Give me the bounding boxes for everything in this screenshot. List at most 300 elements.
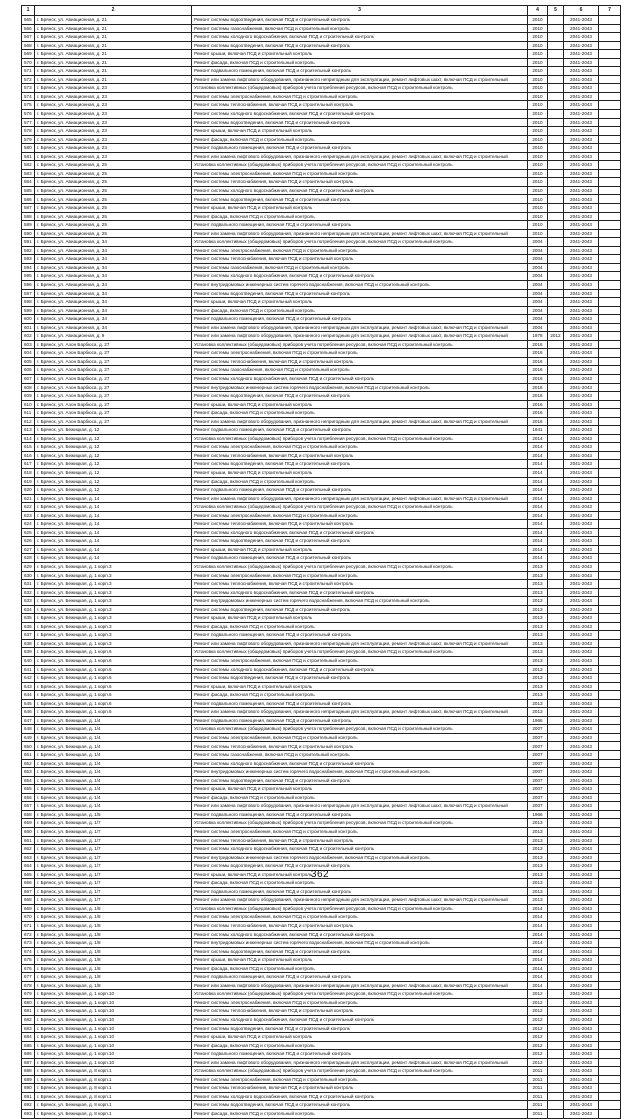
cell-year-built: 2004: [528, 298, 548, 307]
table-row: [22, 306, 621, 315]
table-row: [22, 639, 621, 648]
table-row: [22, 947, 621, 956]
cell-year-repair: [548, 939, 564, 948]
cell-year-repair: [548, 990, 564, 999]
cell-planned-period: 2041-2043: [564, 802, 599, 811]
cell-address: г. Брянск, ул. Бежицкая, д. 1/8: [35, 947, 192, 956]
cell-planned-period: 2041-2043: [564, 75, 599, 84]
cell-work-type: Ремонт системы электроснабжения, включая ПСД и строительный контроль: [192, 349, 528, 358]
cell-year-repair: [548, 827, 564, 836]
cell-planned-period: 2041-2043: [564, 862, 599, 871]
cell-planned-period: 2041-2043: [564, 665, 599, 674]
cell-address: г. Брянск, ул. Бежицкая, д. 12: [35, 426, 192, 435]
cell-planned-period: 2041-2043: [564, 563, 599, 572]
cell-address: г. Брянск, ул. Бежицкая, д. 1/4: [35, 742, 192, 751]
cell-work-type: Ремонт крыши, включая ПСД и строительный контроль: [192, 127, 528, 136]
cell-year-repair: [548, 588, 564, 597]
cell-address: г. Брянск, ул. Авиационная, д. 23: [35, 152, 192, 161]
cell-work-type: Ремонт внутридомовых инженерных систем горячего водоснабжения, включая ПСД и строительный контроль: [192, 383, 528, 392]
cell-year-built: 2004: [528, 238, 548, 247]
cell-planned-period: 2041-2043: [564, 1067, 599, 1076]
cell-row-number: 690: [22, 1084, 35, 1093]
cell-work-type: Ремонт системы водоотведения, включая ПСД и строительный контроль: [192, 118, 528, 127]
cell-planned-period: 2041-2043: [564, 973, 599, 982]
cell-row-number: 635: [22, 614, 35, 623]
table-row: [22, 810, 621, 819]
cell-address: г. Брянск, ул. Авиационная, д. 23: [35, 92, 192, 101]
cell-work-type: Ремонт системы электроснабжения, включая ПСД и строительный контроль: [192, 913, 528, 922]
cell-work-type: Ремонт системы водоотведения, включая ПСД и строительный контроль: [192, 862, 528, 871]
cell-year-repair: [548, 186, 564, 195]
cell-work-type: Ремонт системы газоснабжения, включая ПСД и строительный контроль: [192, 751, 528, 760]
cell-address: г. Брянск, ул. Бежицкая, д. 1/4: [35, 751, 192, 760]
cell-year-repair: [548, 229, 564, 238]
cell-planned-period: 2041-2043: [564, 1033, 599, 1042]
cell-note: [599, 135, 621, 144]
table-row: [22, 1033, 621, 1042]
cell-year-built: 2007: [528, 751, 548, 760]
cell-address: г. Брянск, ул. Бежицкая, д. 14: [35, 537, 192, 546]
cell-work-type: Ремонт системы холодного водоснабжения, включая ПСД и строительный контроль: [192, 110, 528, 119]
cell-address: г. Брянск, ул. Бежицкая, д. 1/4: [35, 716, 192, 725]
cell-row-number: 565: [22, 16, 35, 25]
cell-address: г. Брянск, ул. Авиационная, д. 23: [35, 101, 192, 110]
cell-year-built: 2014: [528, 921, 548, 930]
cell-row-number: 603: [22, 340, 35, 349]
cell-row-number: 646: [22, 708, 35, 717]
cell-year-built: 2010: [528, 58, 548, 67]
cell-year-repair: [548, 622, 564, 631]
cell-year-built: 2007: [528, 768, 548, 777]
cell-row-number: 615: [22, 443, 35, 452]
cell-year-repair: [548, 665, 564, 674]
cell-row-number: 614: [22, 434, 35, 443]
cell-work-type: Ремонт внутридомовых инженерных систем горячего водоснабжения, включая ПСД и строительный контроль: [192, 597, 528, 606]
cell-work-type: Ремонт или замена лифтового оборудования, признанного непригодным для эксплуатации, ремонт лифтовых шахт, включая ПСД и строительный: [192, 332, 528, 341]
cell-row-number: 600: [22, 315, 35, 324]
table-row: [22, 1075, 621, 1084]
table-row: [22, 503, 621, 512]
cell-year-built: 2013: [528, 571, 548, 580]
table-row: [22, 648, 621, 657]
cell-year-repair: [548, 716, 564, 725]
cell-year-built: 2013: [528, 836, 548, 845]
cell-year-built: 2014: [528, 939, 548, 948]
cell-year-repair: [548, 340, 564, 349]
cell-work-type: Ремонт системы теплоснабжения, включая ПСД и строительный контроль: [192, 580, 528, 589]
cell-year-repair: [548, 366, 564, 375]
table-row: [22, 323, 621, 332]
table-row: [22, 169, 621, 178]
cell-note: [599, 92, 621, 101]
cell-address: г. Брянск, ул. Авиационная, д. 23: [35, 127, 192, 136]
cell-note: [599, 306, 621, 315]
cell-work-type: Ремонт крыши, включая ПСД и строительный контроль: [192, 870, 528, 879]
cell-address: г. Брянск, ул. Аэон Барбюса, д. 27: [35, 349, 192, 358]
cell-year-repair: [548, 537, 564, 546]
cell-planned-period: 2041-2043: [564, 263, 599, 272]
cell-work-type: Ремонт или замена лифтового оборудования, признанного непригодным для эксплуатации, ремонт лифтовых шахт, включая ПСД и строительный: [192, 323, 528, 332]
cell-note: [599, 161, 621, 170]
table-row: [22, 204, 621, 213]
table-row: [22, 1007, 621, 1016]
cell-row-number: 596: [22, 280, 35, 289]
cell-address: г. Брянск, ул. Авиационная, д. 34: [35, 255, 192, 264]
cell-work-type: Ремонт фасада, включая ПСД и строительный контроль: [192, 212, 528, 221]
cell-address: г. Брянск, ул. Бежицкая, д. 1/7: [35, 896, 192, 905]
cell-note: [599, 33, 621, 42]
cell-planned-period: 2041-2043: [564, 691, 599, 700]
cell-year-built: 2012: [528, 1024, 548, 1033]
cell-work-type: Ремонт системы водоотведения, включая ПСД и строительный контроль: [192, 674, 528, 683]
cell-year-repair: [548, 921, 564, 930]
cell-year-repair: [548, 998, 564, 1007]
cell-row-number: 653: [22, 768, 35, 777]
cell-address: г. Брянск, ул. Авиационная, д. 25: [35, 169, 192, 178]
table-row: [22, 708, 621, 717]
cell-address: г. Брянск, ул. Авиационная, д. 34: [35, 272, 192, 281]
cell-work-type: Ремонт системы водоотведения, включая ПСД и строительный контроль: [192, 776, 528, 785]
cell-year-built: 1978: [528, 332, 548, 341]
cell-row-number: 619: [22, 477, 35, 486]
cell-year-built: 2013: [528, 887, 548, 896]
cell-address: г. Брянск, ул. Бежицкая, д. 1/8: [35, 939, 192, 948]
cell-row-number: 666: [22, 879, 35, 888]
cell-planned-period: 2041-2043: [564, 520, 599, 529]
cell-row-number: 608: [22, 383, 35, 392]
cell-work-type: Ремонт системы теплоснабжения, включая ПСД и строительный контроль: [192, 178, 528, 187]
cell-work-type: Установка коллективных (общедомовых) приборов учета потребления ресурсов, включая ПСД и строительный контроль: [192, 340, 528, 349]
cell-row-number: 574: [22, 92, 35, 101]
cell-note: [599, 246, 621, 255]
cell-planned-period: 2041-2043: [564, 1058, 599, 1067]
cell-note: [599, 528, 621, 537]
cell-note: [599, 921, 621, 930]
cell-year-built: 2014: [528, 964, 548, 973]
cell-address: г. Брянск, ул. Авиационная, д. 25: [35, 195, 192, 204]
cell-address: г. Брянск, ул. Бежицкая, д. 1 корп.10: [35, 1041, 192, 1050]
cell-planned-period: 2041-2043: [564, 349, 599, 358]
cell-row-number: 620: [22, 486, 35, 495]
cell-planned-period: 2041-2043: [564, 682, 599, 691]
cell-row-number: 592: [22, 246, 35, 255]
table-row: [22, 400, 621, 409]
cell-address: г. Брянск, ул. Авиационная, д. 23: [35, 118, 192, 127]
cell-work-type: Ремонт фасада, включая ПСД и строительный контроль: [192, 964, 528, 973]
cell-planned-period: 2041-2043: [564, 751, 599, 760]
cell-row-number: 582: [22, 161, 35, 170]
cell-address: г. Брянск, ул. Аэон Барбюса, д. 27: [35, 417, 192, 426]
cell-year-repair: [548, 887, 564, 896]
cell-note: [599, 169, 621, 178]
cell-note: [599, 186, 621, 195]
table-row: [22, 887, 621, 896]
cell-planned-period: 2041-2043: [564, 998, 599, 1007]
cell-address: г. Брянск, ул. Авиационная, д. 23: [35, 135, 192, 144]
cell-row-number: 584: [22, 178, 35, 187]
cell-row-number: 667: [22, 887, 35, 896]
cell-year-built: 2014: [528, 460, 548, 469]
cell-planned-period: 2041-2043: [564, 1041, 599, 1050]
table-row: [22, 24, 621, 33]
cell-row-number: 675: [22, 956, 35, 965]
cell-year-built: 2012: [528, 998, 548, 1007]
table-row: [22, 682, 621, 691]
cell-address: г. Брянск, ул. Бежицкая, д. 1 корп.3: [35, 563, 192, 572]
cell-address: г. Брянск, ул. Авиационная, д. 23: [35, 144, 192, 153]
cell-note: [599, 699, 621, 708]
table-row: [22, 460, 621, 469]
cell-row-number: 655: [22, 785, 35, 794]
cell-year-built: 1966: [528, 716, 548, 725]
table-row: [22, 246, 621, 255]
cell-address: г. Брянск, ул. Бежицкая, д. 1 корп.10: [35, 998, 192, 1007]
cell-planned-period: 2041-2043: [564, 272, 599, 281]
cell-work-type: Ремонт подвального помещения, включая ПСД и строительный контроль: [192, 716, 528, 725]
table-row: [22, 563, 621, 572]
cell-planned-period: 2041-2043: [564, 392, 599, 401]
cell-row-number: 668: [22, 896, 35, 905]
cell-note: [599, 332, 621, 341]
cell-work-type: Ремонт фасада, включая ПСД и строительный контроль: [192, 1110, 528, 1119]
cell-note: [599, 451, 621, 460]
cell-year-built: 2012: [528, 990, 548, 999]
table-row: [22, 785, 621, 794]
table-row: [22, 511, 621, 520]
cell-work-type: Установка коллективных (общедомовых) приборов учета потребления ресурсов, включая ПСД и строительный контроль: [192, 238, 528, 247]
cell-year-built: 2014: [528, 503, 548, 512]
cell-row-number: 623: [22, 511, 35, 520]
cell-year-repair: [548, 571, 564, 580]
cell-address: г. Брянск, ул. Бежицкая, д. 1/8: [35, 973, 192, 982]
cell-planned-period: 2041-2043: [564, 434, 599, 443]
cell-row-number: 581: [22, 152, 35, 161]
cell-planned-period: 2041-2043: [564, 280, 599, 289]
cell-year-built: 2016: [528, 374, 548, 383]
cell-row-number: 604: [22, 349, 35, 358]
cell-row-number: 672: [22, 930, 35, 939]
cell-row-number: 626: [22, 537, 35, 546]
cell-row-number: 609: [22, 392, 35, 401]
cell-work-type: Ремонт подвального помещения, включая ПСД и строительный контроль: [192, 887, 528, 896]
cell-year-repair: [548, 1033, 564, 1042]
cell-year-repair: [548, 289, 564, 298]
cell-address: г. Брянск, ул. Бежицкая, д. 12: [35, 443, 192, 452]
cell-row-number: 629: [22, 563, 35, 572]
cell-year-repair: [548, 682, 564, 691]
table-row: [22, 494, 621, 503]
cell-note: [599, 648, 621, 657]
cell-note: [599, 50, 621, 59]
cell-year-built: 2010: [528, 67, 548, 76]
cell-work-type: Ремонт или замена лифтового оборудования, признанного непригодным для эксплуатации, ремонт лифтовых шахт, включая ПСД и строительный: [192, 1058, 528, 1067]
cell-note: [599, 973, 621, 982]
cell-year-repair: [548, 930, 564, 939]
cell-note: [599, 16, 621, 25]
cell-planned-period: 2041-2043: [564, 896, 599, 905]
cell-year-built: 2013: [528, 674, 548, 683]
cell-work-type: Ремонт системы электроснабжения, включая ПСД и строительный контроль: [192, 657, 528, 666]
table-row: [22, 802, 621, 811]
cell-planned-period: 2041-2043: [564, 511, 599, 520]
cell-planned-period: 2041-2043: [564, 939, 599, 948]
cell-year-built: 2012: [528, 1007, 548, 1016]
table-row: [22, 374, 621, 383]
cell-work-type: Ремонт фасада, включая ПСД и строительный контроль: [192, 306, 528, 315]
cell-year-repair: [548, 255, 564, 264]
cell-address: г. Брянск, ул. Бежицкая, д. 1/4: [35, 725, 192, 734]
cell-address: г. Брянск, ул. Бежицкая, д. 1 корп.3: [35, 597, 192, 606]
cell-year-built: 2010: [528, 186, 548, 195]
cell-planned-period: 2041-2043: [564, 708, 599, 717]
cell-year-repair: [548, 84, 564, 93]
cell-year-built: 2007: [528, 725, 548, 734]
cell-address: г. Брянск, ул. Бежицкая, д. 1 корп.6: [35, 682, 192, 691]
cell-note: [599, 896, 621, 905]
cell-note: [599, 486, 621, 495]
cell-year-built: 2016: [528, 392, 548, 401]
cell-note: [599, 785, 621, 794]
cell-planned-period: 2041-2043: [564, 400, 599, 409]
cell-work-type: Ремонт системы водоотведения, включая ПСД и строительный контроль: [192, 195, 528, 204]
table-row: [22, 349, 621, 358]
cell-work-type: Ремонт фасада, включая ПСД и строительный контроль: [192, 622, 528, 631]
cell-row-number: 583: [22, 169, 35, 178]
cell-year-repair: [548, 50, 564, 59]
cell-year-repair: [548, 768, 564, 777]
table-row: [22, 1041, 621, 1050]
table-row: [22, 537, 621, 546]
cell-row-number: 692: [22, 1101, 35, 1110]
cell-year-built: 2013: [528, 622, 548, 631]
cell-year-built: 2010: [528, 41, 548, 50]
cell-note: [599, 477, 621, 486]
cell-row-number: 679: [22, 990, 35, 999]
table-row: [22, 520, 621, 529]
cell-note: [599, 981, 621, 990]
cell-row-number: 625: [22, 528, 35, 537]
table-row: [22, 272, 621, 281]
cell-row-number: 571: [22, 67, 35, 76]
table-row: [22, 759, 621, 768]
cell-year-repair: [548, 400, 564, 409]
cell-year-built: 2013: [528, 648, 548, 657]
cell-row-number: 577: [22, 118, 35, 127]
cell-note: [599, 571, 621, 580]
cell-year-repair: [548, 545, 564, 554]
cell-year-repair: [548, 725, 564, 734]
cell-note: [599, 622, 621, 631]
cell-planned-period: 2041-2043: [564, 631, 599, 640]
header-col-7: 7: [599, 6, 621, 16]
cell-year-built: 2012: [528, 1041, 548, 1050]
cell-address: г. Брянск, ул. Бежицкая, д. 8 корп.1: [35, 1110, 192, 1119]
cell-note: [599, 383, 621, 392]
cell-row-number: 685: [22, 1041, 35, 1050]
cell-row-number: 602: [22, 332, 35, 341]
cell-planned-period: 2041-2043: [564, 477, 599, 486]
cell-row-number: 594: [22, 263, 35, 272]
cell-planned-period: 2041-2043: [564, 1084, 599, 1093]
cell-row-number: 664: [22, 862, 35, 871]
cell-planned-period: 2041-2043: [564, 819, 599, 828]
table-row: [22, 16, 621, 25]
cell-year-built: 2004: [528, 306, 548, 315]
cell-address: г. Брянск, ул. Бежицкая, д. 1/7: [35, 836, 192, 845]
cell-year-repair: [548, 426, 564, 435]
cell-address: г. Брянск, ул. Бежицкая, д. 12: [35, 434, 192, 443]
cell-note: [599, 827, 621, 836]
cell-work-type: Ремонт системы холодного водоснабжения, включая ПСД и строительный контроль: [192, 1015, 528, 1024]
cell-year-repair: [548, 67, 564, 76]
cell-address: г. Брянск, ул. Авиационная, д. 34: [35, 246, 192, 255]
cell-note: [599, 152, 621, 161]
table-row: [22, 152, 621, 161]
cell-planned-period: 2041-2043: [564, 785, 599, 794]
table-row: [22, 468, 621, 477]
cell-work-type: Ремонт системы холодного водоснабжения, включая ПСД и строительный контроль: [192, 272, 528, 281]
cell-year-built: 2014: [528, 477, 548, 486]
cell-planned-period: 2041-2043: [564, 315, 599, 324]
cell-row-number: 645: [22, 699, 35, 708]
cell-address: г. Брянск, ул. Авиационная, д. 34: [35, 238, 192, 247]
cell-note: [599, 956, 621, 965]
cell-year-built: 2007: [528, 785, 548, 794]
cell-note: [599, 340, 621, 349]
cell-address: г. Брянск, ул. Бежицкая, д. 1/4: [35, 768, 192, 777]
table-row: [22, 998, 621, 1007]
cell-work-type: Ремонт системы газоснабжения, включая ПСД и строительный контроль: [192, 366, 528, 375]
cell-row-number: 647: [22, 716, 35, 725]
cell-note: [599, 204, 621, 213]
cell-planned-period: 2041-2043: [564, 528, 599, 537]
cell-year-repair: [548, 845, 564, 854]
cell-planned-period: 2041-2043: [564, 853, 599, 862]
cell-row-number: 686: [22, 1050, 35, 1059]
cell-planned-period: 2041-2043: [564, 417, 599, 426]
cell-year-repair: [548, 494, 564, 503]
cell-year-repair: [548, 315, 564, 324]
cell-address: г. Брянск, ул. Бежицкая, д. 1/5: [35, 810, 192, 819]
cell-note: [599, 315, 621, 324]
table-row: [22, 357, 621, 366]
cell-row-number: 578: [22, 127, 35, 136]
cell-note: [599, 374, 621, 383]
cell-work-type: Ремонт или замена лифтового оборудования, признанного непригодным для эксплуатации, ремонт лифтовых шахт, включая ПСД и строительный: [192, 75, 528, 84]
cell-year-built: 2010: [528, 127, 548, 136]
table-row: [22, 443, 621, 452]
cell-note: [599, 349, 621, 358]
cell-note: [599, 802, 621, 811]
cell-row-number: 670: [22, 913, 35, 922]
cell-year-repair: [548, 776, 564, 785]
cell-note: [599, 947, 621, 956]
cell-note: [599, 280, 621, 289]
cell-year-repair: [548, 1058, 564, 1067]
cell-note: [599, 323, 621, 332]
cell-year-repair: [548, 195, 564, 204]
cell-address: г. Брянск, ул. Авиационная, д. 25: [35, 161, 192, 170]
cell-planned-period: 2041-2043: [564, 443, 599, 452]
cell-year-built: 2004: [528, 315, 548, 324]
cell-note: [599, 819, 621, 828]
cell-year-repair: [548, 58, 564, 67]
cell-year-repair: [548, 896, 564, 905]
cell-planned-period: 2041-2043: [564, 323, 599, 332]
cell-row-number: 580: [22, 144, 35, 153]
cell-row-number: 652: [22, 759, 35, 768]
cell-work-type: Ремонт крыши, включая ПСД и строительный контроль: [192, 785, 528, 794]
